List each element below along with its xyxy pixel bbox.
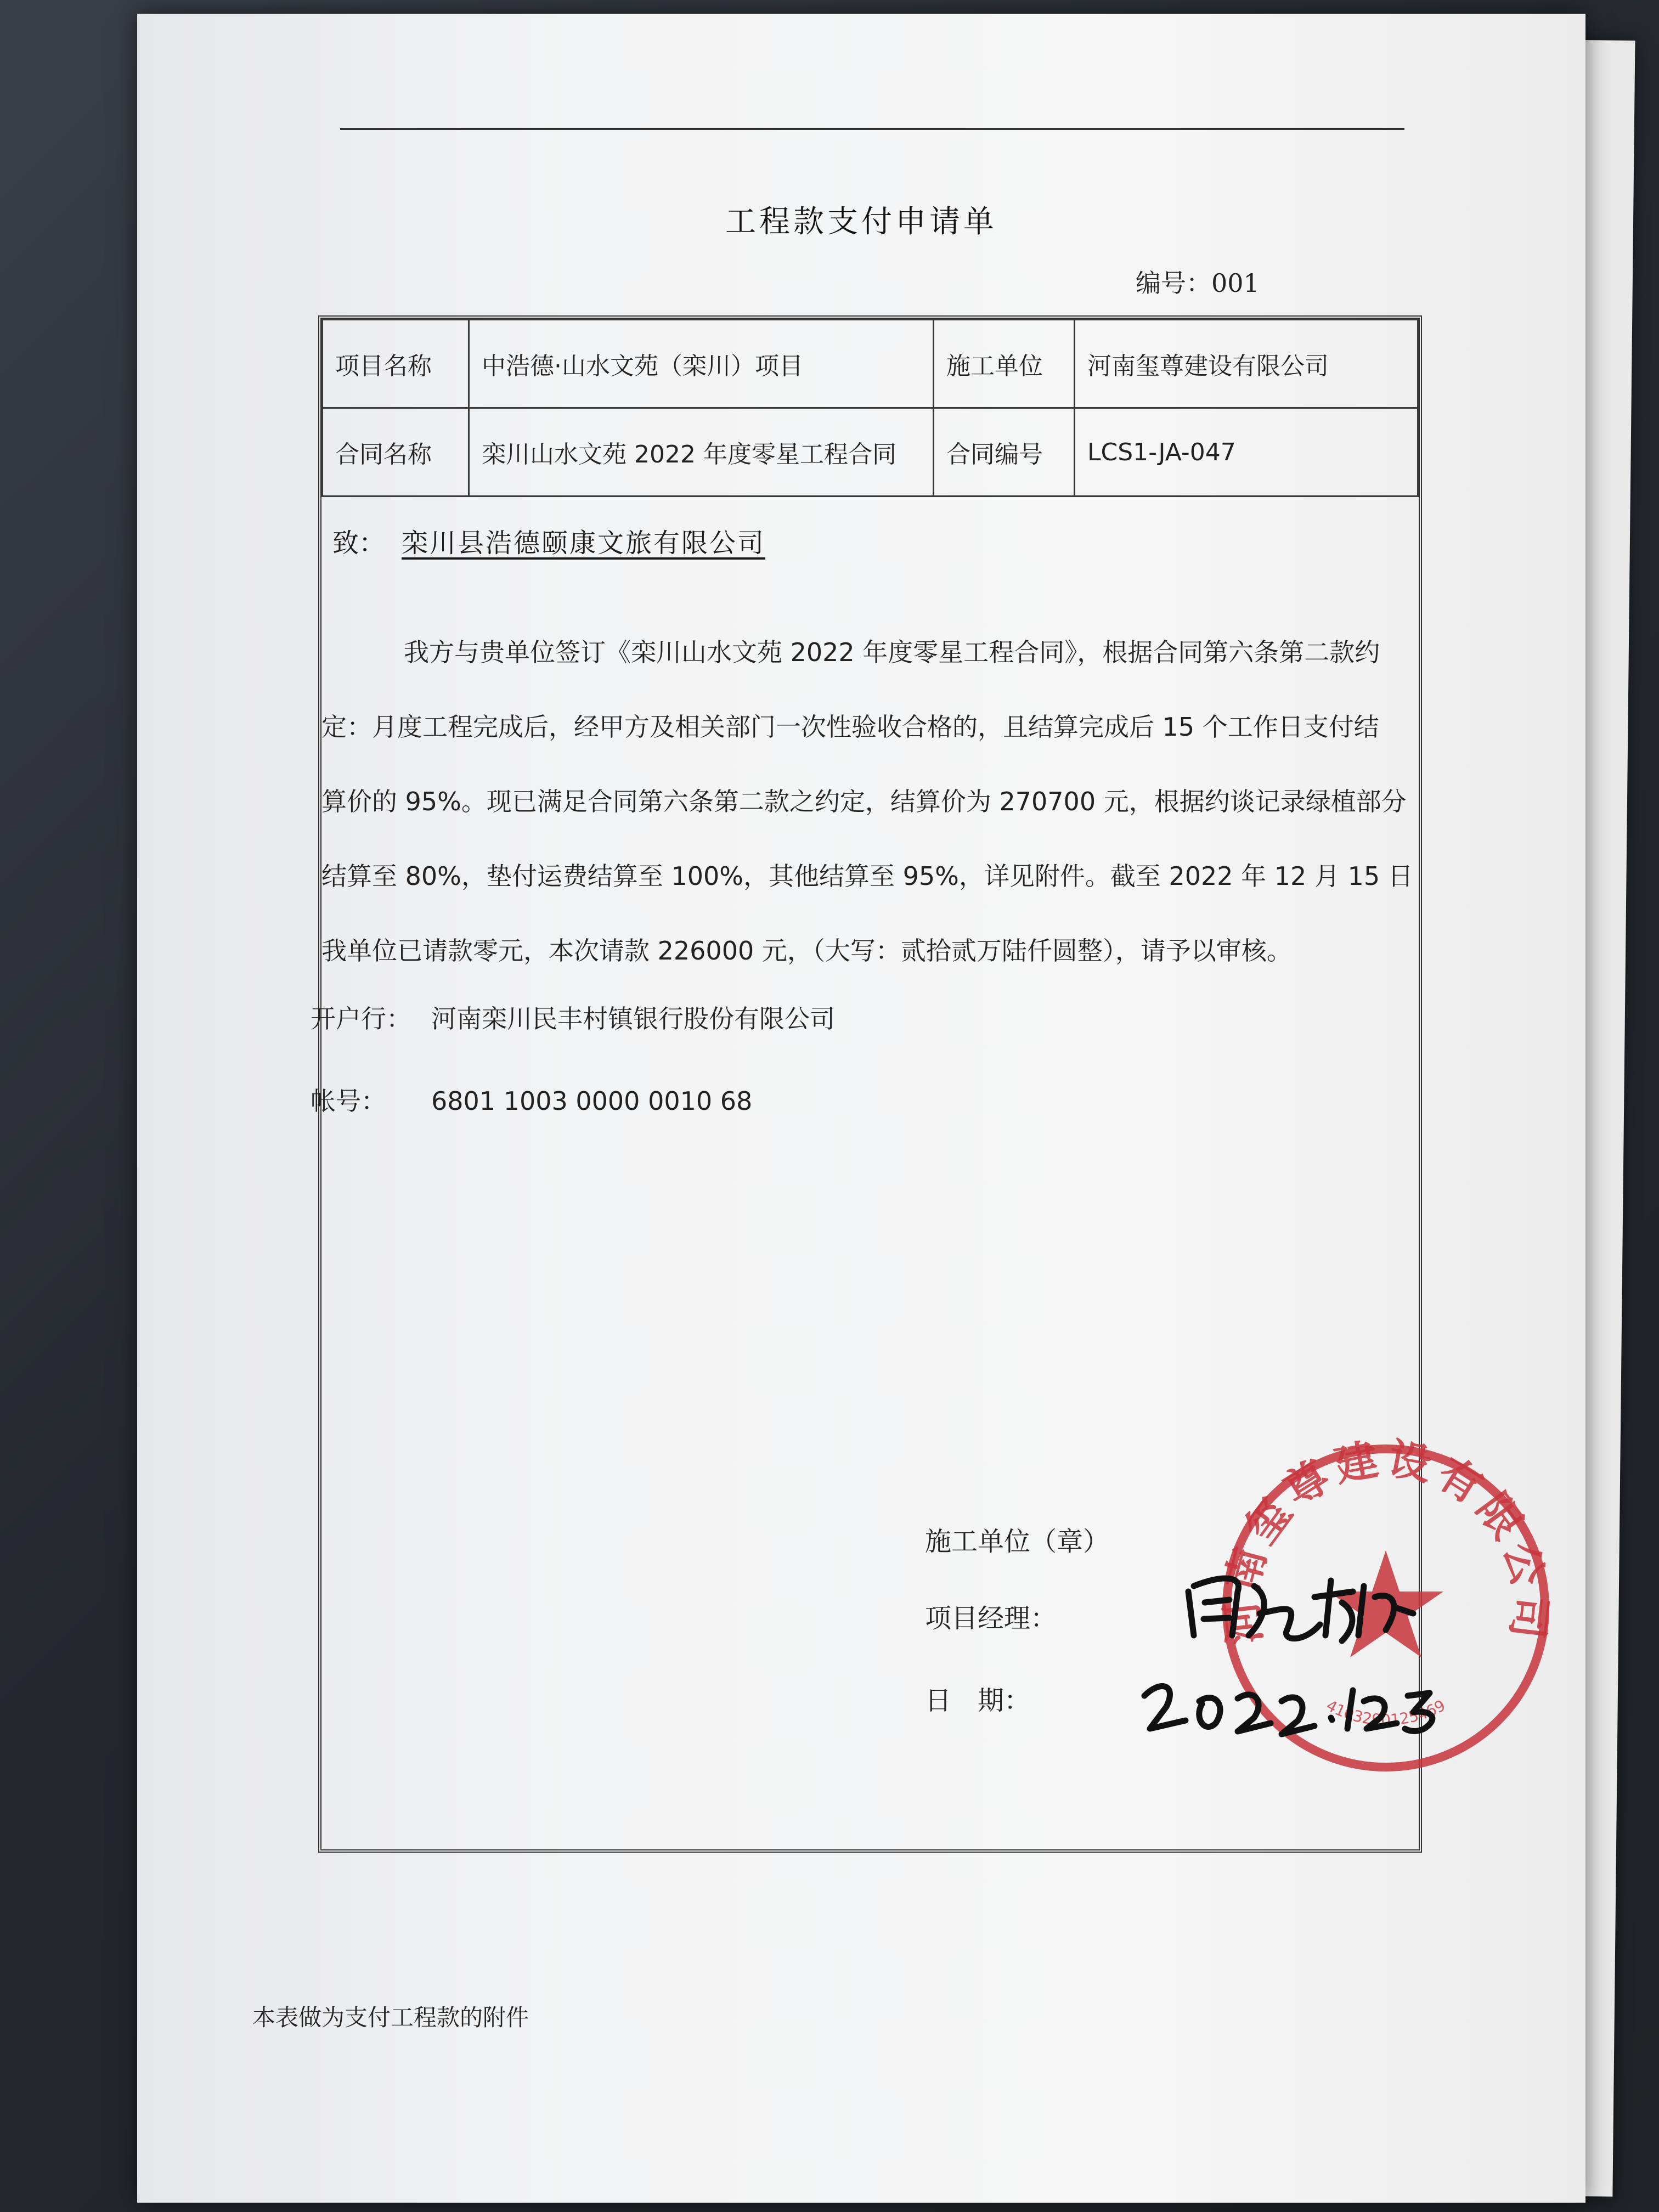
document-title: 工程款支付申请单 bbox=[725, 204, 997, 240]
contract-name-label: 合同名称 bbox=[323, 408, 469, 496]
contractor-value: 河南玺尊建设有限公司 bbox=[1075, 320, 1418, 408]
table-row bbox=[323, 320, 1418, 408]
bank-row bbox=[311, 999, 835, 1035]
serial-number: 编号：001 bbox=[1136, 268, 1260, 298]
seal-text: 河南玺尊建设有限公司 bbox=[1215, 1433, 1556, 1647]
footnote: 本表做为支付工程款的附件 bbox=[252, 2004, 529, 2031]
project-name-value: 中浩德·山水文苑（栾川）项目 bbox=[469, 320, 934, 408]
body-line-1 bbox=[321, 615, 1413, 690]
addressee bbox=[332, 522, 765, 560]
addressee-org: 栾川县浩德颐康文旅有限公司 bbox=[402, 528, 766, 558]
project-name-label: 项目名称 bbox=[323, 320, 469, 408]
body-line-5: 我单位已请款零元，本次请款 226000 元，（大写：贰拾贰万陆仟圆整），请予以审核。 bbox=[321, 936, 1292, 966]
manager-label: 项目经理： bbox=[925, 1603, 1057, 1634]
date-label: 日 期： bbox=[925, 1685, 1031, 1716]
account-value: 6801 1003 0000 0010 68 bbox=[431, 1086, 753, 1116]
body-line-2: 定：月度工程完成后，经甲方及相关部门一次性验收合格的，且结算完成后 15 个工作日支付结 bbox=[321, 712, 1379, 742]
document-page bbox=[137, 14, 1585, 2203]
account-label: 帐号： bbox=[311, 1086, 386, 1116]
contract-number-value: LCS1-JA-047 bbox=[1075, 408, 1418, 496]
seal-code: 4103290125469 bbox=[1323, 1696, 1449, 1729]
form-frame bbox=[311, 315, 1556, 1853]
contractor-label: 施工单位 bbox=[934, 320, 1075, 408]
unit-seal-label: 施工单位（章） bbox=[925, 1526, 1110, 1557]
body-line-4: 结算至 80%，垫付运费结算至 100%，其他结算至 95%，详见附件。截至 2022 年 12 月 15 日 bbox=[321, 861, 1413, 891]
bank-label: 开户行： bbox=[311, 1004, 411, 1034]
body-line-3: 算价的 95%。现已满足合同第六条第二款之约定，结算价为 270700 元，根据约谈记录绿植部分 bbox=[321, 787, 1407, 816]
application-body bbox=[321, 615, 1413, 988]
account-row bbox=[311, 1081, 752, 1118]
contract-name-value: 栾川山水文苑 2022 年度零星工程合同 bbox=[469, 408, 934, 496]
info-table bbox=[321, 319, 1419, 497]
addressee-label: 致： bbox=[332, 528, 386, 558]
body-line-1-text: 我方与贵单位签订《栾川山水文苑 2022 年度零星工程合同》，根据合同第六条第二款约 bbox=[404, 637, 1380, 667]
contract-number-label: 合同编号 bbox=[934, 408, 1075, 496]
table-row bbox=[323, 408, 1418, 496]
header-rule bbox=[340, 128, 1404, 130]
date-signature bbox=[1133, 1657, 1474, 1745]
manager-signature bbox=[1177, 1553, 1463, 1663]
bank-value: 河南栾川民丰村镇银行股份有限公司 bbox=[431, 1004, 835, 1034]
